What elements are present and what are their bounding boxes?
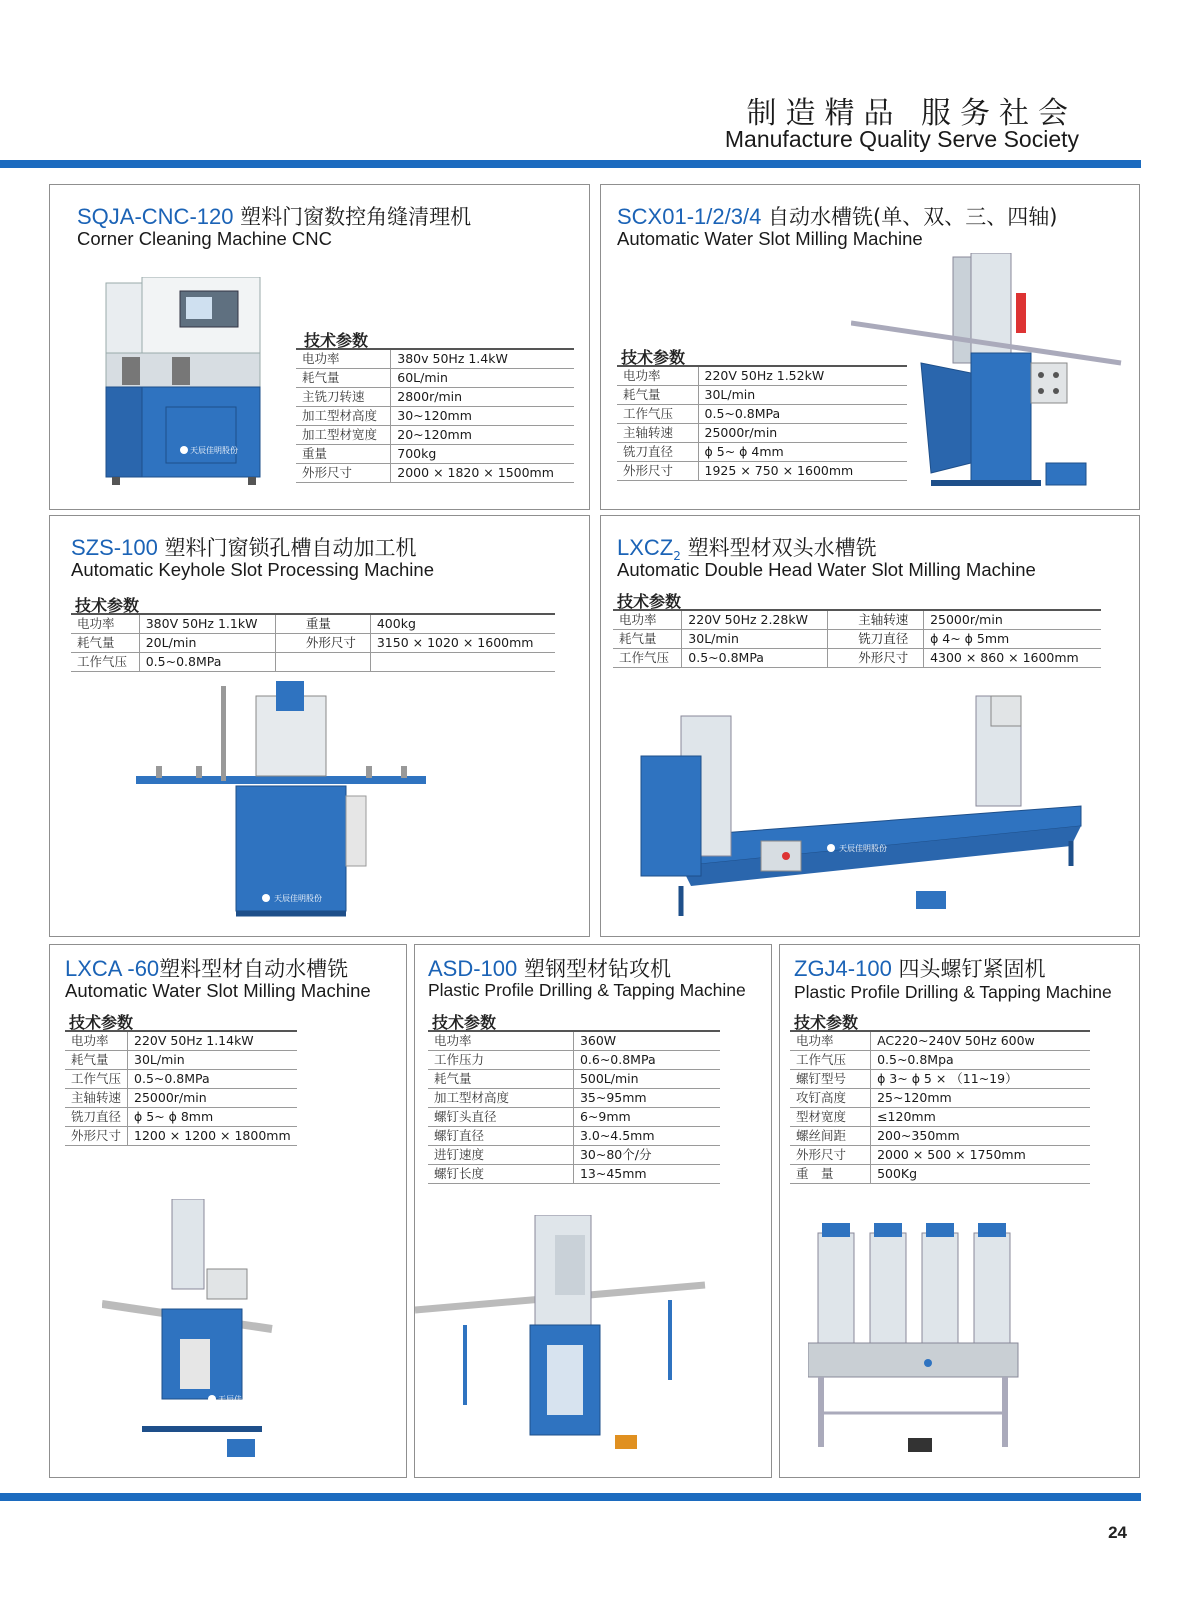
product-title [428, 953, 671, 983]
screw-fastening-machine-image [808, 1213, 1028, 1463]
spec-label: 耗气量 [71, 634, 139, 653]
spec-value: 200~350mm [871, 1127, 1090, 1146]
spec-label: 螺丝间距 [790, 1127, 871, 1146]
spec-value: 30L/min [682, 630, 828, 649]
spec-row [613, 649, 1101, 668]
spec-table [296, 348, 574, 483]
spec-label: 主轴转速 [617, 424, 698, 443]
spec-label: 耗气量 [617, 386, 698, 405]
spec-value: 220V 50Hz 1.14kW [128, 1031, 297, 1051]
product-name-en: Automatic Water Slot Milling Machine [65, 980, 371, 1001]
spec-label: 工作气压 [613, 649, 682, 668]
product-name-en: Automatic Double Head Water Slot Milling Machine [617, 559, 1036, 580]
spec-label: 螺钉型号 [790, 1070, 871, 1089]
spec-value [370, 653, 555, 672]
slogan-english: Manufacture Quality Serve Society [724, 126, 1079, 152]
product-panel-sqja [49, 184, 590, 510]
spec-value: 0.5~0.8Mpa [871, 1051, 1090, 1070]
spec-value: 500L/min [573, 1070, 720, 1089]
spec-row [428, 1127, 720, 1146]
spec-value: 4300 × 860 × 1600mm [924, 649, 1101, 668]
product-model: ZGJ4-100 [794, 956, 892, 981]
spec-label: 主铣刀转速 [296, 388, 391, 407]
spec-label: 耗气量 [428, 1070, 573, 1089]
spec-label: 主轴转速 [65, 1089, 128, 1108]
spec-label: 外形尺寸 [65, 1127, 128, 1146]
spec-label: 耗气量 [65, 1051, 128, 1070]
spec-row [613, 610, 1101, 630]
spec-row [65, 1108, 297, 1127]
spec-value: ≤120mm [871, 1108, 1090, 1127]
product-name-en: Automatic Keyhole Slot Processing Machine [71, 559, 434, 580]
spec-value: 25000r/min [698, 424, 907, 443]
spec-value: 3150 × 1020 × 1600mm [370, 634, 555, 653]
spec-value: 30L/min [128, 1051, 297, 1070]
product-title [77, 201, 471, 231]
spec-value: 380V 50Hz 1.1kW [139, 614, 275, 634]
spec-value: 60L/min [391, 369, 574, 388]
product-name-cn: 塑料门窗数控角缝清理机 [240, 205, 472, 229]
spec-row [790, 1051, 1090, 1070]
spec-row [71, 653, 555, 672]
spec-label: 工作气压 [617, 405, 698, 424]
spec-row [790, 1108, 1090, 1127]
spec-row [296, 464, 574, 483]
product-name-cn: 塑料型材自动水槽铣 [159, 957, 349, 981]
spec-label [275, 653, 370, 672]
product-model: ASD-100 [428, 956, 518, 981]
spec-label: 重 量 [790, 1165, 871, 1184]
spec-heading: 技术参数 [621, 348, 686, 367]
spec-value: 2800r/min [391, 388, 574, 407]
product-name-en: Automatic Water Slot Milling Machine [617, 228, 923, 249]
spec-heading: 技术参数 [432, 1013, 497, 1032]
spec-value: ϕ 5~ ϕ 4mm [698, 443, 907, 462]
spec-table [613, 609, 1101, 668]
spec-row [428, 1089, 720, 1108]
spec-label: 重量 [275, 614, 370, 634]
product-name-en: Plastic Profile Drilling & Tapping Machine [428, 980, 746, 1000]
spec-label: 电功率 [71, 614, 139, 634]
spec-row [296, 407, 574, 426]
spec-value: 2000 × 500 × 1750mm [871, 1146, 1090, 1165]
spec-heading: 技术参数 [304, 331, 369, 350]
spec-row [790, 1165, 1090, 1184]
spec-row [296, 369, 574, 388]
water-slot-milling-machine-image [102, 1199, 302, 1469]
spec-label: 进钉速度 [428, 1146, 573, 1165]
product-name-cn: 四头螺钉紧固机 [898, 957, 1046, 981]
spec-value: 1925 × 750 × 1600mm [698, 462, 907, 481]
spec-row [790, 1146, 1090, 1165]
spec-value: ϕ 3~ ϕ 5 × （11~19） [871, 1070, 1090, 1089]
product-panel-szs100 [49, 515, 590, 937]
product-panel-lxca60 [49, 944, 407, 1478]
spec-label: 外形尺寸 [790, 1146, 871, 1165]
spec-value: ϕ 5~ ϕ 8mm [128, 1108, 297, 1127]
spec-label: 工作气压 [790, 1051, 871, 1070]
spec-value: 30~80个/分 [573, 1146, 720, 1165]
product-model: SQJA-CNC-120 [77, 204, 234, 229]
top-divider-bar [0, 160, 1141, 168]
spec-value: 1200 × 1200 × 1800mm [128, 1127, 297, 1146]
spec-row [613, 630, 1101, 649]
machine-logo-text: 天辰佳明股份 [190, 446, 238, 455]
product-model: LXCA -60 [65, 956, 160, 981]
spec-label: 加工型材高度 [296, 407, 391, 426]
spec-value: 0.5~0.8MPa [128, 1070, 297, 1089]
spec-heading: 技术参数 [75, 596, 140, 615]
spec-row [71, 614, 555, 634]
spec-row [428, 1146, 720, 1165]
spec-value: 500Kg [871, 1165, 1090, 1184]
spec-row [790, 1031, 1090, 1051]
product-name-en: Plastic Profile Drilling & Tapping Machine [794, 982, 1112, 1002]
machine-logo-text: 天辰佳明股份 [839, 844, 887, 853]
spec-value: 25000r/min [924, 610, 1101, 630]
spec-value: 380v 50Hz 1.4kW [391, 349, 574, 369]
spec-value: 13~45mm [573, 1165, 720, 1184]
spec-table [71, 613, 555, 672]
spec-label: 螺钉直径 [428, 1127, 573, 1146]
spec-label: 电功率 [65, 1031, 128, 1051]
spec-heading: 技术参数 [617, 592, 682, 611]
spec-value: 360W [573, 1031, 720, 1051]
spec-row [428, 1031, 720, 1051]
spec-label: 工作气压 [71, 653, 139, 672]
spec-value: 400kg [370, 614, 555, 634]
spec-row [65, 1031, 297, 1051]
spec-value: 220V 50Hz 2.28kW [682, 610, 828, 630]
spec-label: 工作压力 [428, 1051, 573, 1070]
spec-label: 工作气压 [65, 1070, 128, 1089]
spec-table [790, 1030, 1090, 1184]
spec-label: 加工型材高度 [428, 1089, 573, 1108]
drilling-tapping-machine-image [415, 1215, 715, 1465]
spec-value: 30L/min [698, 386, 907, 405]
spec-label: 攻钉高度 [790, 1089, 871, 1108]
spec-value: 700kg [391, 445, 574, 464]
spec-label: 主轴转速 [828, 610, 924, 630]
product-panel-lxcz2 [600, 515, 1140, 937]
water-slot-milling-machine-image [851, 253, 1131, 503]
spec-label: 外形尺寸 [617, 462, 698, 481]
spec-value: 25000r/min [128, 1089, 297, 1108]
spec-row [428, 1165, 720, 1184]
spec-row [428, 1051, 720, 1070]
machine-logo-text: 天辰佳明股份 [218, 1395, 266, 1404]
product-name-cn: 塑料型材双头水槽铣 [687, 536, 877, 560]
spec-value: 20~120mm [391, 426, 574, 445]
spec-value: 0.6~0.8MPa [573, 1051, 720, 1070]
bottom-divider-bar [0, 1493, 1141, 1501]
product-model-subscript: 2 [673, 549, 681, 564]
spec-value: 25~120mm [871, 1089, 1090, 1108]
spec-label: 电功率 [613, 610, 682, 630]
spec-row [65, 1051, 297, 1070]
spec-label: 型材宽度 [790, 1108, 871, 1127]
spec-row [790, 1089, 1090, 1108]
product-title [794, 953, 1046, 983]
product-model: SCX01-1/2/3/4 [617, 204, 762, 229]
spec-row [428, 1070, 720, 1089]
spec-label: 螺钉长度 [428, 1165, 573, 1184]
spec-row [296, 426, 574, 445]
spec-label: 电功率 [428, 1031, 573, 1051]
spec-label: 螺钉头直径 [428, 1108, 573, 1127]
spec-label: 电功率 [617, 366, 698, 386]
machine-logo-text: 天辰佳明股份 [274, 894, 322, 903]
spec-table [428, 1030, 720, 1184]
spec-label: 重量 [296, 445, 391, 464]
spec-value: 0.5~0.8MPa [682, 649, 828, 668]
double-head-milling-machine-image [621, 676, 1091, 926]
page-number: 24 [1108, 1523, 1127, 1542]
spec-label: 加工型材宽度 [296, 426, 391, 445]
spec-row [71, 634, 555, 653]
product-title [71, 532, 417, 562]
spec-label: 耗气量 [296, 369, 391, 388]
spec-label: 电功率 [790, 1031, 871, 1051]
spec-value: 30~120mm [391, 407, 574, 426]
spec-row [65, 1127, 297, 1146]
spec-value: 0.5~0.8MPa [139, 653, 275, 672]
spec-value: ϕ 4~ ϕ 5mm [924, 630, 1101, 649]
product-model: LXCZ [617, 535, 674, 560]
spec-row [296, 349, 574, 369]
spec-heading: 技术参数 [794, 1013, 859, 1032]
spec-row [790, 1070, 1090, 1089]
spec-row [65, 1070, 297, 1089]
spec-table [65, 1030, 297, 1146]
spec-label: 耗气量 [613, 630, 682, 649]
product-panel-asd100 [414, 944, 772, 1478]
spec-label: 铣刀直径 [617, 443, 698, 462]
spec-label: 铣刀直径 [828, 630, 924, 649]
spec-row [65, 1089, 297, 1108]
product-model: SZS-100 [71, 535, 158, 560]
product-panel-scx01 [600, 184, 1140, 510]
spec-value: 20L/min [139, 634, 275, 653]
spec-row [428, 1108, 720, 1127]
spec-value: 2000 × 1820 × 1500mm [391, 464, 574, 483]
spec-value: 3.0~4.5mm [573, 1127, 720, 1146]
spec-value: 35~95mm [573, 1089, 720, 1108]
spec-value: 0.5~0.8MPa [698, 405, 907, 424]
product-name-cn: 塑料门窗锁孔槽自动加工机 [164, 536, 417, 560]
product-name-en: Corner Cleaning Machine CNC [77, 228, 332, 249]
spec-value: AC220~240V 50Hz 600w [871, 1031, 1090, 1051]
spec-value: 6~9mm [573, 1108, 720, 1127]
spec-label: 电功率 [296, 349, 391, 369]
product-panel-zgj4100 [779, 944, 1140, 1478]
spec-label: 外形尺寸 [296, 464, 391, 483]
slogan-chinese: 制造精品 服务社会 [746, 96, 1077, 131]
keyhole-slot-machine-image [136, 676, 436, 926]
product-title [65, 953, 348, 983]
spec-label: 铣刀直径 [65, 1108, 128, 1127]
spec-value: 220V 50Hz 1.52kW [698, 366, 907, 386]
spec-row [790, 1127, 1090, 1146]
spec-label: 外形尺寸 [828, 649, 924, 668]
spec-row [296, 445, 574, 464]
product-title [617, 201, 1057, 231]
product-name-cn: 塑钢型材钻攻机 [523, 957, 671, 981]
corner-cleaning-machine-image [102, 277, 272, 487]
spec-label: 外形尺寸 [275, 634, 370, 653]
spec-row [296, 388, 574, 407]
product-name-cn: 自动水槽铣(单、双、三、四轴) [768, 205, 1058, 229]
spec-heading: 技术参数 [69, 1013, 134, 1032]
